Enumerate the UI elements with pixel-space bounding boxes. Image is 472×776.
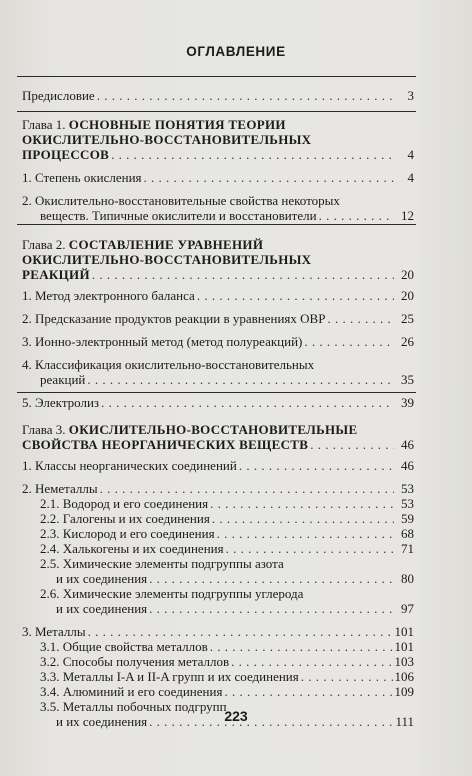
entry-title: 3. Ионно-электронный метод (метод полуреакций) [22, 334, 303, 349]
page-ref: 4 [407, 170, 414, 185]
page-ref: 80 [401, 571, 414, 586]
page-ref: 46 [401, 437, 414, 452]
chapter-prefix: Глава 3. [22, 422, 69, 437]
page-heading: ОГЛАВЛЕНИЕ [186, 44, 286, 59]
page-ref: 26 [401, 334, 414, 349]
leader-dots [304, 334, 394, 349]
entry-title-line-1: 3.5. Металлы побочных подгрупп [40, 699, 227, 714]
toc-subitem [22, 669, 414, 684]
leader-dots [210, 496, 394, 511]
leader-dots [88, 624, 393, 639]
page-ref: 68 [401, 526, 414, 541]
toc-subitem [22, 684, 414, 699]
chapter-prefix: Глава 1. [22, 117, 69, 132]
page-ref: 46 [401, 458, 414, 473]
leader-dots [97, 88, 394, 103]
leader-dots [217, 526, 394, 541]
page-ref: 3 [407, 88, 414, 103]
toc-subitem [22, 586, 414, 616]
page-ref: 103 [394, 654, 414, 669]
leader-dots [310, 437, 394, 452]
leader-dots [149, 601, 394, 616]
page-ref: 101 [394, 624, 414, 639]
page-ref: 59 [401, 511, 414, 526]
leader-dots [149, 571, 394, 586]
entry-title-line-1: 4. Классификация окислительно-восстановительных [22, 357, 315, 372]
entry-title: 2.2. Галогены и их соединения [40, 511, 210, 526]
toc-subitem [22, 654, 414, 669]
entry-title-line-2: и их соединения [56, 571, 148, 586]
toc-chapter-3 [22, 422, 414, 452]
toc-item [22, 481, 414, 496]
entry-title: 1. Метод электронного баланса [22, 288, 195, 303]
page-ref: 25 [401, 311, 414, 326]
chapter-title-line-3: РЕАКЦИЙ [22, 267, 90, 282]
toc-chapter-1 [22, 117, 414, 162]
toc-item [22, 624, 414, 639]
page-ref: 4 [407, 147, 414, 162]
entry-title: Предисловие [22, 88, 95, 103]
entry-title: 2.4. Халькогены и их соединения [40, 541, 224, 556]
page-ref: 20 [401, 267, 414, 282]
leader-dots [224, 684, 392, 699]
page-ref: 101 [394, 639, 414, 654]
toc-item [22, 170, 414, 185]
chapter-title-line-1: ОСНОВНЫЕ ПОНЯТИЯ ТЕОРИИ [68, 117, 286, 132]
page-ref: 20 [401, 288, 414, 303]
entry-title-line-2: и их соединения [56, 714, 148, 729]
leader-dots [87, 372, 394, 387]
toc-chapter-2 [22, 237, 414, 282]
toc-subitem [22, 541, 414, 556]
page-ref: 109 [394, 684, 414, 699]
entry-title-line-2: реакций [40, 372, 86, 387]
toc-item [22, 311, 414, 326]
chapter-title-line-1: СОСТАВЛЕНИЕ УРАВНЕНИЙ [68, 237, 264, 252]
toc-subitem [22, 511, 414, 526]
entry-title: 3. Металлы [22, 624, 86, 639]
leader-dots [226, 541, 394, 556]
page-ref: 106 [394, 669, 414, 684]
leader-dots [101, 395, 394, 410]
leader-dots [197, 288, 394, 303]
top-rule [17, 76, 416, 77]
chapter-title-line-2: СВОЙСТВА НЕОРГАНИЧЕСКИХ ВЕЩЕСТВ [22, 437, 309, 452]
entry-title: 2. Предсказание продуктов реакции в уравнениях ОВР [22, 311, 326, 326]
entry-title: 1. Классы неорганических соединений [22, 458, 237, 473]
entry-title-line-1: 2.5. Химические элементы подгруппы азота [40, 556, 284, 571]
entry-title-line-1: 2. Окислительно-восстановительные свойства некоторых [22, 193, 340, 208]
entry-title-line-1: 2.6. Химические элементы подгруппы углерода [40, 586, 304, 601]
entry-title: 2.3. Кислород и его соединения [40, 526, 215, 541]
entry-title: 2. Неметаллы [22, 481, 98, 496]
page-ref: 97 [401, 601, 414, 616]
entry-title: 5. Электролиз [22, 395, 100, 410]
chapter-prefix: Глава 2. [22, 237, 69, 252]
leader-dots [100, 481, 394, 496]
page-ref: 39 [401, 395, 414, 410]
chapter-title-line-3: ПРОЦЕССОВ [22, 147, 110, 162]
leader-dots [210, 639, 393, 654]
table-of-contents [22, 88, 414, 729]
toc-subitem [22, 526, 414, 541]
leader-dots [111, 147, 394, 162]
leader-dots [212, 511, 394, 526]
entry-title-line-2: и их соединения [56, 601, 148, 616]
toc-item [22, 334, 414, 349]
page-ref: 35 [401, 372, 414, 387]
toc-subitem [22, 496, 414, 511]
page-ref: 53 [401, 496, 414, 511]
leader-dots [144, 170, 394, 185]
toc-item [22, 458, 414, 473]
leader-dots [231, 654, 392, 669]
leader-dots [319, 208, 394, 223]
leader-dots [327, 311, 394, 326]
leader-dots [92, 267, 394, 282]
page-number: 223 [224, 708, 248, 724]
entry-title: 1. Степень окисления [22, 170, 142, 185]
entry-title-line-2: веществ. Типичные окислители и восстановители [40, 208, 317, 223]
entry-title: 3.2. Способы получения металлов [40, 654, 230, 669]
toc-item [22, 357, 414, 387]
toc-subitem [22, 639, 414, 654]
page-ref: 53 [401, 481, 414, 496]
page-ref: 111 [395, 714, 414, 729]
chapter-title-line-1: ОКИСЛИТЕЛЬНО-ВОССТАНОВИТЕЛЬНЫЕ [68, 422, 358, 437]
toc-subitem [22, 556, 414, 586]
toc-preface [22, 88, 414, 103]
entry-title: 3.1. Общие свойства металлов [40, 639, 208, 654]
entry-title: 3.3. Металлы I-A и II-A групп и их соединения [40, 669, 299, 684]
chapter-title-line-2: ОКИСЛИТЕЛЬНО-ВОССТАНОВИТЕЛЬНЫХ [22, 252, 312, 267]
chapter-title-line-2: ОКИСЛИТЕЛЬНО-ВОССТАНОВИТЕЛЬНЫХ [22, 132, 312, 147]
toc-item [22, 288, 414, 303]
toc-item [22, 193, 414, 223]
leader-dots [301, 669, 393, 684]
toc-item [22, 395, 414, 410]
entry-title: 2.1. Водород и его соединения [40, 496, 209, 511]
entry-title: 3.4. Алюминий и его соединения [40, 684, 223, 699]
page-ref: 12 [401, 208, 414, 223]
leader-dots [239, 458, 394, 473]
page-ref: 71 [401, 541, 414, 556]
